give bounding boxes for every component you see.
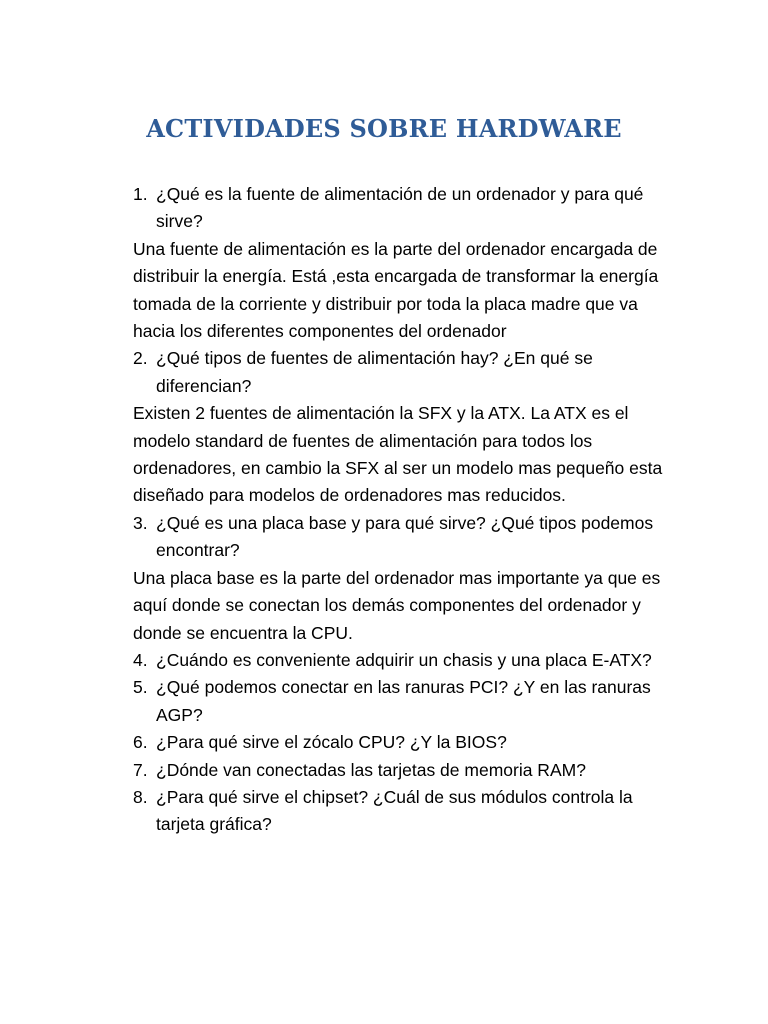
question-item bbox=[133, 729, 668, 756]
document-title: ACTIVIDADES SOBRE HARDWARE bbox=[146, 114, 622, 143]
answer-text: Existen 2 fuentes de alimentación la SFX y la ATX. La ATX es el modelo standard de fuentes de alimentación para todos los ordenadores, en cambio la SFX al ser un modelo mas pequeño esta diseñado para modelos de ordenadores mas reducidos. bbox=[133, 403, 663, 506]
question-number: 6. bbox=[133, 732, 148, 753]
question-number: 2. bbox=[133, 348, 148, 369]
answer-text: Una placa base es la parte del ordenador mas importante ya que es aquí donde se conectan los demás componentes del ordenador y donde se encuentra la CPU. bbox=[133, 567, 661, 643]
question-item bbox=[133, 181, 668, 236]
question-item bbox=[133, 510, 668, 565]
question-number: 3. bbox=[133, 512, 148, 533]
question-text: ¿Qué es una placa base y para qué sirve? ¿Qué tipos podemos encontrar? bbox=[156, 512, 654, 561]
question-text: ¿Cuándo es conveniente adquirir un chasis y una placa E-ATX? bbox=[156, 649, 652, 670]
question-item bbox=[133, 647, 668, 674]
document-body bbox=[133, 181, 668, 839]
question-text: ¿Qué tipos de fuentes de alimentación hay? ¿En qué se diferencian? bbox=[156, 348, 593, 396]
answer-text: Una fuente de alimentación es la parte del ordenador encargada de distribuir la energía. Está ,esta encargada de transformar la energía tomada de la corriente y distribuir por toda la placa madre que va hacia los diferentes componentes del ordenador bbox=[133, 238, 659, 342]
question-text: ¿Dónde van conectadas las tarjetas de memoria RAM? bbox=[156, 759, 586, 780]
question-number: 1. bbox=[133, 184, 148, 204]
question-text: ¿Qué podemos conectar en las ranuras PCI? ¿Y en las ranuras AGP? bbox=[156, 677, 651, 725]
question-number: 8. bbox=[133, 786, 148, 807]
question-text: ¿Para qué sirve el chipset? ¿Cuál de sus módulos controla la tarjeta gráfica? bbox=[156, 786, 633, 835]
question-text: ¿Para qué sirve el zócalo CPU? ¿Y la BIOS? bbox=[156, 732, 507, 753]
question-item bbox=[133, 757, 668, 784]
question-item bbox=[133, 345, 668, 400]
question-item bbox=[133, 674, 668, 729]
question-number: 5. bbox=[133, 677, 148, 698]
question-item bbox=[133, 784, 668, 839]
question-number: 7. bbox=[133, 759, 148, 780]
question-number: 4. bbox=[133, 649, 148, 670]
question-text: ¿Qué es la fuente de alimentación de un ordenador y para qué sirve? bbox=[156, 184, 644, 232]
